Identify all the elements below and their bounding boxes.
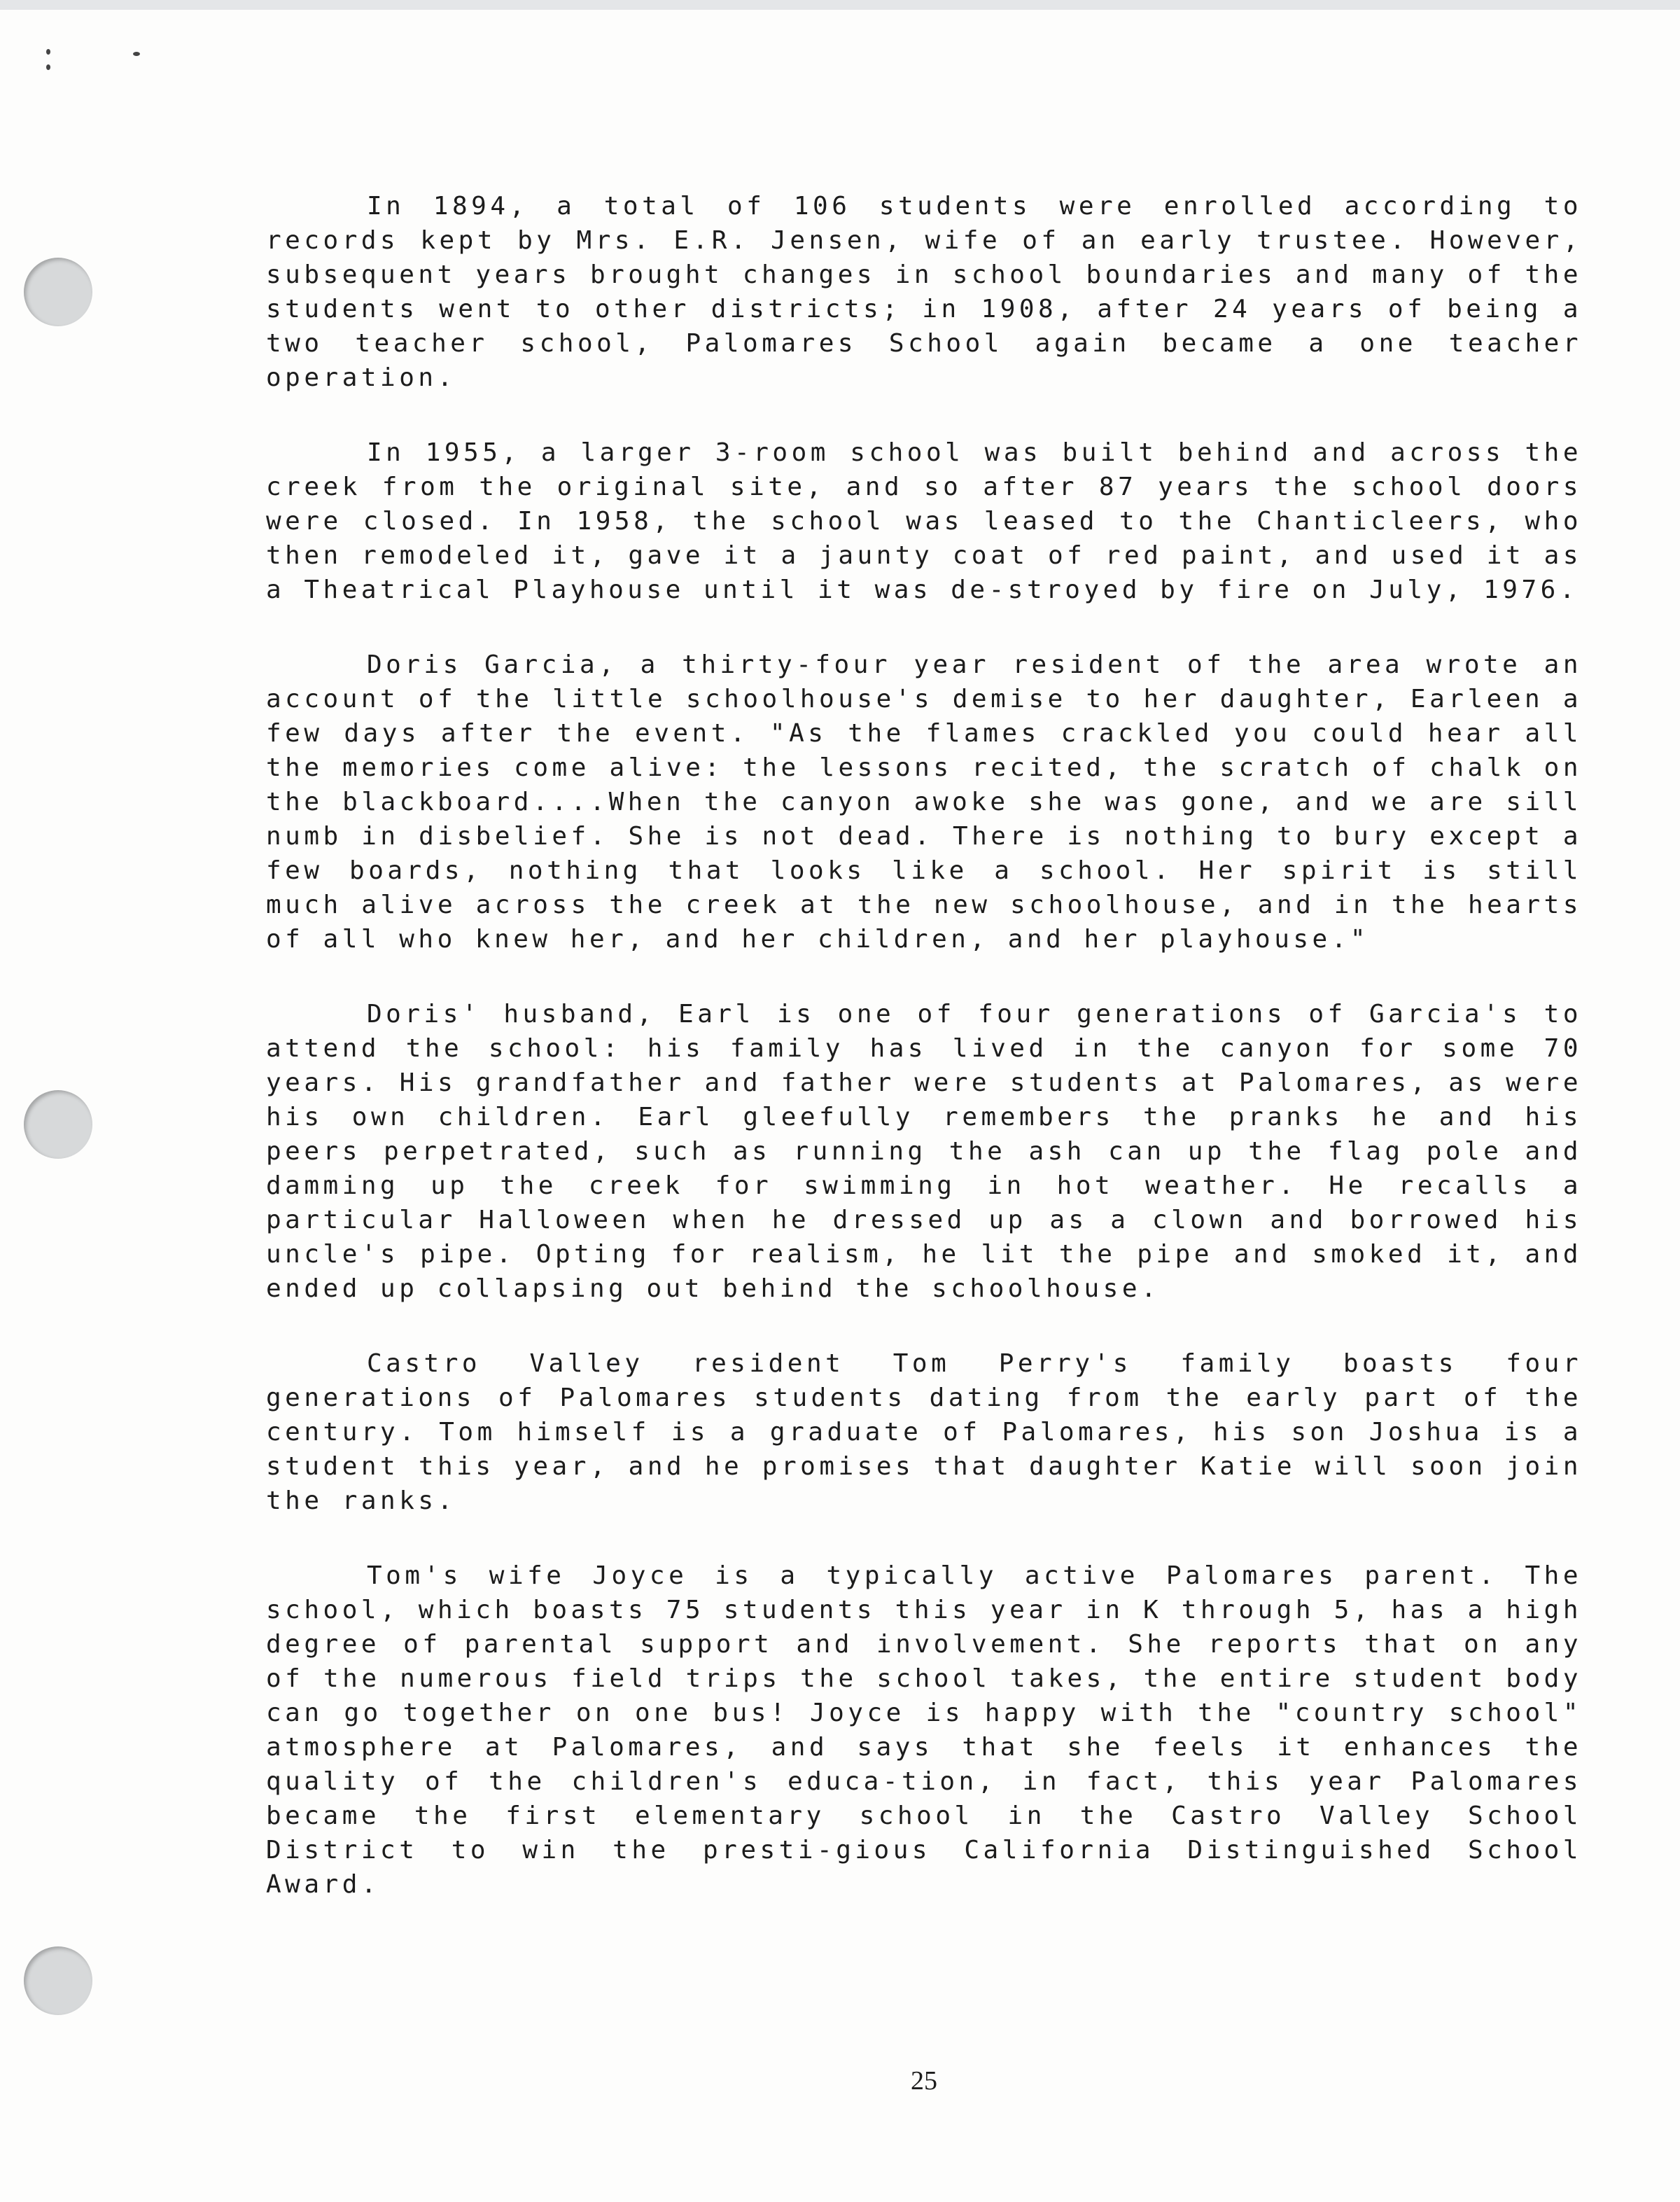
binder-hole-top (24, 258, 92, 326)
article-body (266, 189, 1582, 1942)
paragraph-earl-garcia-memories: Doris' husband, Earl is one of four generations of Garcia's to attend the school: his family has lived in the canyon for some 70 years. His grandfather and father were students at Palomares, as were his own children. Earl gleefully remembers the pranks he and his peers perpetrated, such as running the ash can up the flag pole and damming up the creek for swimming in hot weather. He recalls a particular Halloween when he dressed up as a clown and borrowed his uncle's pipe. Opting for realism, he lit the pipe and smoked it, and ended up collapsing out behind the schoolhouse. (266, 1000, 1582, 1303)
scan-edge (0, 0, 1680, 10)
binder-hole-bottom (24, 1946, 92, 2015)
paragraph-joyce-perry-parent: Tom's wife Joyce is a typically active Palomares parent. The school, which boasts 75 students this year in K through 5, has a high degree of parental support and involvement. She reports that on any of the numerous field trips the school takes, the entire student body can go together on one bus! Joyce is happy with the "country school" atmosphere at Palomares, and says that she feels it enhances the quality of the children's educa-tion, in fact, this year Palomares became the first elementary school in the Castro Valley School District to win the presti-gious California Distinguished School Award. (266, 1561, 1582, 1899)
paragraph-tom-perry-family: Castro Valley resident Tom Perry's family boasts four generations of Palomares students dating from the early part of the century. Tom himself is a graduate of Palomares, his son Joshua is a student this year, and he promises that daughter Katie will soon join the ranks. (266, 1349, 1582, 1515)
paragraph-new-school-and-fire: In 1955, a larger 3-room school was built behind and across the creek from the original site, and so after 87 years the school doors were closed. In 1958, the school was leased to the Chanticleers, who then remodeled it, gave it a jaunty coat of red paint, and used it as a Theatrical Playhouse until it was de-stroyed by fire on July, 1976. (266, 438, 1582, 604)
page-number: 25 (911, 2066, 937, 2096)
binder-hole-middle (24, 1090, 92, 1159)
paragraph-doris-garcia-account: Doris Garcia, a thirty-four year resident of the area wrote an account of the little schoolhouse's demise to her daughter, Earleen a few days after the event. "As the flames crackled you could hear all the memories come alive: the lessons recited, the scratch of chalk on the blackboard....When the canyon awoke she was gone, and we are sill numb in disbelief. She is not dead. There is nothing to bury except a few boards, nothing that looks like a school. Her spirit is still much alive across the creek at the new schoolhouse, and in the hearts of all who knew her, and her children, and her playhouse." (266, 650, 1582, 954)
scan-speck (46, 49, 50, 55)
scan-speck (46, 64, 50, 70)
scan-speck (133, 52, 140, 56)
paragraph-enrollment-history: In 1894, a total of 106 students were enrolled according to records kept by Mrs. E.R. Jensen, wife of an early trustee. However, subsequent years brought changes in school boundaries and many of the students went to other districts; in 1908, after 24 years of being a two teacher school, Palomares School again became a one teacher operation. (266, 192, 1582, 392)
